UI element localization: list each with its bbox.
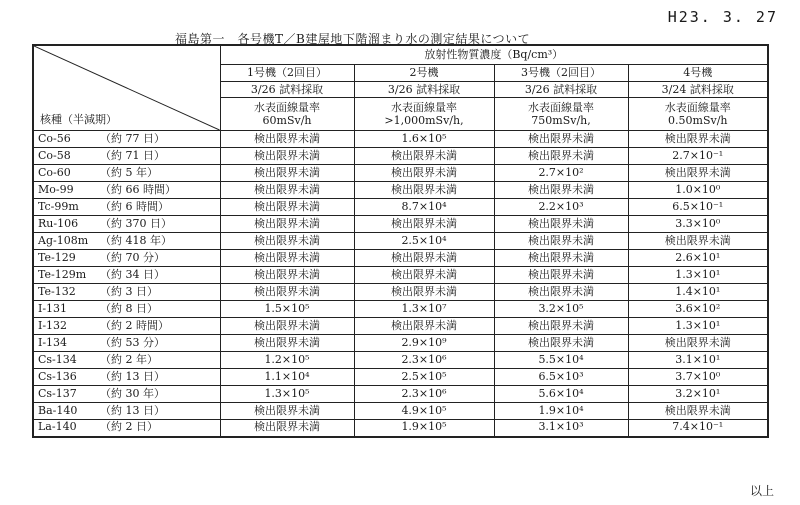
concentration-value: 検出限界未満 bbox=[220, 420, 354, 437]
concentration-value: 3.3×10⁰ bbox=[628, 216, 768, 233]
dose-rate-label: 水表面線量率 bbox=[391, 100, 457, 114]
concentration-value: 検出限界未満 bbox=[220, 250, 354, 267]
table-row bbox=[33, 148, 768, 165]
nuclide-name: Cs-137 bbox=[38, 386, 77, 400]
concentration-value: 検出限界未満 bbox=[220, 233, 354, 250]
nuclide-name: I-132 bbox=[38, 318, 68, 332]
concentration-value: 検出限界未満 bbox=[354, 165, 494, 182]
concentration-value: 検出限界未満 bbox=[354, 284, 494, 301]
sample-date-header: 3/26 試料採取 bbox=[494, 82, 628, 98]
concentration-value: 検出限界未満 bbox=[220, 131, 354, 148]
nuclide-cell bbox=[33, 199, 220, 216]
nuclide-name: Te-132 bbox=[38, 284, 76, 298]
concentration-value: 検出限界未満 bbox=[354, 250, 494, 267]
concentration-value: 7.4×10⁻¹ bbox=[628, 420, 768, 437]
nuclide-cell bbox=[33, 165, 220, 182]
nuclide-name: Tc-99m bbox=[38, 199, 79, 213]
table-row bbox=[33, 199, 768, 216]
concentration-value: 検出限界未満 bbox=[494, 182, 628, 199]
concentration-value: 1.3×10¹ bbox=[628, 318, 768, 335]
half-life: （約 370 日） bbox=[100, 216, 172, 230]
concentration-value: 2.9×10⁹ bbox=[354, 335, 494, 352]
nuclide-name: Ag-108m bbox=[38, 233, 89, 247]
nuclide-name: Co-58 bbox=[38, 148, 71, 162]
half-life: （約 70 分） bbox=[100, 250, 165, 264]
nuclide-name: Cs-136 bbox=[38, 369, 77, 383]
concentration-value: 検出限界未満 bbox=[220, 403, 354, 420]
document-date: H23. 3. 27 bbox=[667, 8, 778, 26]
concentration-value: 6.5×10³ bbox=[494, 369, 628, 386]
concentration-value: 検出限界未満 bbox=[220, 148, 354, 165]
half-life: （約 77 日） bbox=[100, 131, 165, 145]
concentration-value: 2.7×10² bbox=[494, 165, 628, 182]
concentration-value: 検出限界未満 bbox=[354, 216, 494, 233]
table-row bbox=[33, 386, 768, 403]
dose-rate-header bbox=[354, 98, 494, 131]
dose-rate-label: 水表面線量率 bbox=[664, 100, 731, 114]
concentration-value: 検出限界未満 bbox=[354, 182, 494, 199]
half-life: （約 71 日） bbox=[100, 148, 165, 162]
table-corner-cell bbox=[33, 45, 220, 131]
concentration-value: 2.7×10⁻¹ bbox=[628, 148, 768, 165]
nuclide-cell bbox=[33, 301, 220, 318]
unit-name-header: 1号機（2回目） bbox=[220, 65, 354, 82]
concentration-value: 検出限界未満 bbox=[220, 267, 354, 284]
concentration-value: 3.2×10¹ bbox=[628, 386, 768, 403]
nuclide-cell bbox=[33, 369, 220, 386]
dose-rate-header bbox=[628, 98, 768, 131]
concentration-value: 検出限界未満 bbox=[220, 318, 354, 335]
half-life: （約 2 年） bbox=[100, 352, 158, 366]
nuclide-name: Co-60 bbox=[38, 165, 71, 179]
concentration-value: 検出限界未満 bbox=[494, 250, 628, 267]
table-row bbox=[33, 301, 768, 318]
unit-name-header: 3号機（2回目） bbox=[494, 65, 628, 82]
concentration-value: 5.6×10⁴ bbox=[494, 386, 628, 403]
concentration-value: 検出限界未満 bbox=[354, 318, 494, 335]
nuclide-name: I-131 bbox=[38, 301, 68, 315]
concentration-value: 2.2×10³ bbox=[494, 199, 628, 216]
half-life: （約 66 時間） bbox=[100, 182, 176, 196]
table-row bbox=[33, 284, 768, 301]
concentration-value: 2.5×10⁴ bbox=[354, 233, 494, 250]
concentration-value: 1.3×10¹ bbox=[628, 267, 768, 284]
nuclide-cell bbox=[33, 284, 220, 301]
sample-date-header: 3/24 試料採取 bbox=[628, 82, 768, 98]
half-life: （約 2 時間） bbox=[100, 318, 169, 332]
dose-rate-value: 60mSv/h bbox=[262, 114, 312, 127]
concentration-value: 検出限界未満 bbox=[494, 233, 628, 250]
nuclide-cell bbox=[33, 318, 220, 335]
concentration-value: 1.1×10⁴ bbox=[220, 369, 354, 386]
concentration-value: 1.2×10⁵ bbox=[220, 352, 354, 369]
concentration-value: 検出限界未満 bbox=[220, 216, 354, 233]
concentration-value: 2.3×10⁶ bbox=[354, 386, 494, 403]
nuclide-cell bbox=[33, 148, 220, 165]
concentration-value: 検出限界未満 bbox=[494, 267, 628, 284]
concentration-value: 1.4×10¹ bbox=[628, 284, 768, 301]
concentration-value: 1.3×10⁷ bbox=[354, 301, 494, 318]
nuclide-cell bbox=[33, 352, 220, 369]
half-life: （約 2 日） bbox=[100, 420, 158, 434]
table-row bbox=[33, 403, 768, 420]
concentration-value: 1.0×10⁰ bbox=[628, 182, 768, 199]
nuclide-cell bbox=[33, 182, 220, 199]
concentration-value: 検出限界未満 bbox=[354, 267, 494, 284]
dose-rate-value: 750mSv/h, bbox=[531, 114, 591, 127]
concentration-value: 検出限界未満 bbox=[220, 284, 354, 301]
concentration-value: 検出限界未満 bbox=[220, 199, 354, 216]
concentration-value: 3.1×10³ bbox=[494, 420, 628, 437]
half-life: （約 418 年） bbox=[100, 233, 172, 247]
nuclide-name: I-134 bbox=[38, 335, 68, 349]
half-life: （約 53 分） bbox=[100, 335, 165, 349]
nuclide-cell bbox=[33, 403, 220, 420]
nuclide-name: Mo-99 bbox=[38, 182, 74, 196]
half-life: （約 34 日） bbox=[100, 267, 165, 281]
concentration-value: 6.5×10⁻¹ bbox=[628, 199, 768, 216]
half-life: （約 6 時間） bbox=[100, 199, 169, 213]
unit-name-header: 4号機 bbox=[628, 65, 768, 82]
nuclide-cell bbox=[33, 420, 220, 437]
half-life: （約 3 日） bbox=[100, 284, 158, 298]
table-row bbox=[33, 352, 768, 369]
table-row bbox=[33, 216, 768, 233]
concentration-value: 1.6×10⁵ bbox=[354, 131, 494, 148]
half-life: （約 13 日） bbox=[100, 369, 165, 383]
nuclide-name: Te-129 bbox=[38, 250, 76, 264]
table-row bbox=[33, 182, 768, 199]
dose-rate-value: >1,000mSv/h, bbox=[384, 114, 464, 127]
nuclide-cell bbox=[33, 267, 220, 284]
nuclide-name: Ru-106 bbox=[38, 216, 79, 230]
nuclide-cell bbox=[33, 386, 220, 403]
concentration-value: 2.6×10¹ bbox=[628, 250, 768, 267]
table-row bbox=[33, 165, 768, 182]
concentration-value: 検出限界未満 bbox=[494, 318, 628, 335]
table-row bbox=[33, 369, 768, 386]
concentration-value: 3.1×10¹ bbox=[628, 352, 768, 369]
unit-name-header: 2号機 bbox=[354, 65, 494, 82]
concentration-value: 検出限界未満 bbox=[628, 335, 768, 352]
concentration-value: 検出限界未満 bbox=[494, 148, 628, 165]
concentration-value: 検出限界未満 bbox=[220, 182, 354, 199]
table-row bbox=[33, 267, 768, 284]
concentration-value: 検出限界未満 bbox=[628, 131, 768, 148]
sample-date-header: 3/26 試料採取 bbox=[220, 82, 354, 98]
concentration-value: 1.9×10⁵ bbox=[354, 420, 494, 437]
nuclide-name: Ba-140 bbox=[38, 403, 78, 417]
nuclide-column-label: 核種（半減期） bbox=[40, 113, 117, 127]
sample-date-header: 3/26 試料採取 bbox=[354, 82, 494, 98]
document-title: 福島第一 各号機T／B建屋地下階溜まり水の測定結果について bbox=[175, 32, 531, 46]
dose-rate-header bbox=[494, 98, 628, 131]
table-row bbox=[33, 318, 768, 335]
concentration-value: 2.5×10⁵ bbox=[354, 369, 494, 386]
table-row bbox=[33, 420, 768, 437]
table-row bbox=[33, 131, 768, 148]
concentration-value: 1.9×10⁴ bbox=[494, 403, 628, 420]
dose-rate-label: 水表面線量率 bbox=[528, 100, 594, 114]
dose-rate-value: 0.50mSv/h bbox=[668, 114, 728, 127]
nuclide-name: La-140 bbox=[38, 420, 77, 434]
dose-rate-label: 水表面線量率 bbox=[254, 100, 320, 114]
table-row bbox=[33, 233, 768, 250]
concentration-value: 検出限界未満 bbox=[494, 284, 628, 301]
table-row bbox=[33, 335, 768, 352]
nuclide-cell bbox=[33, 131, 220, 148]
half-life: （約 13 日） bbox=[100, 403, 165, 417]
concentration-value: 3.7×10⁰ bbox=[628, 369, 768, 386]
nuclide-cell bbox=[33, 233, 220, 250]
document-end-mark: 以上 bbox=[749, 484, 774, 498]
dose-rate-header bbox=[220, 98, 354, 131]
concentration-value: 検出限界未満 bbox=[494, 216, 628, 233]
concentration-value: 8.7×10⁴ bbox=[354, 199, 494, 216]
concentration-value: 2.3×10⁶ bbox=[354, 352, 494, 369]
concentration-value: 検出限界未満 bbox=[220, 335, 354, 352]
nuclide-cell bbox=[33, 216, 220, 233]
concentration-value: 検出限界未満 bbox=[354, 148, 494, 165]
nuclide-cell bbox=[33, 335, 220, 352]
half-life: （約 30 年） bbox=[100, 386, 165, 400]
concentration-value: 検出限界未満 bbox=[494, 335, 628, 352]
nuclide-name: Co-56 bbox=[38, 131, 71, 145]
concentration-value: 検出限界未満 bbox=[628, 233, 768, 250]
concentration-value: 検出限界未満 bbox=[628, 403, 768, 420]
concentration-value: 検出限界未満 bbox=[220, 165, 354, 182]
nuclide-cell bbox=[33, 250, 220, 267]
concentration-value: 3.2×10⁵ bbox=[494, 301, 628, 318]
half-life: （約 5 年） bbox=[100, 165, 158, 179]
concentration-value: 検出限界未満 bbox=[628, 165, 768, 182]
nuclide-name: Cs-134 bbox=[38, 352, 77, 366]
concentration-value: 5.5×10⁴ bbox=[494, 352, 628, 369]
table-row bbox=[33, 250, 768, 267]
concentration-header: 放射性物質濃度（Bq/cm³） bbox=[220, 45, 768, 65]
concentration-value: 3.6×10² bbox=[628, 301, 768, 318]
concentration-value: 1.5×10⁵ bbox=[220, 301, 354, 318]
concentration-value: 4.9×10⁵ bbox=[354, 403, 494, 420]
measurement-table bbox=[32, 44, 769, 438]
half-life: （約 8 日） bbox=[100, 301, 158, 315]
concentration-value: 検出限界未満 bbox=[494, 131, 628, 148]
concentration-value: 1.3×10⁵ bbox=[220, 386, 354, 403]
nuclide-name: Te-129m bbox=[38, 267, 87, 281]
